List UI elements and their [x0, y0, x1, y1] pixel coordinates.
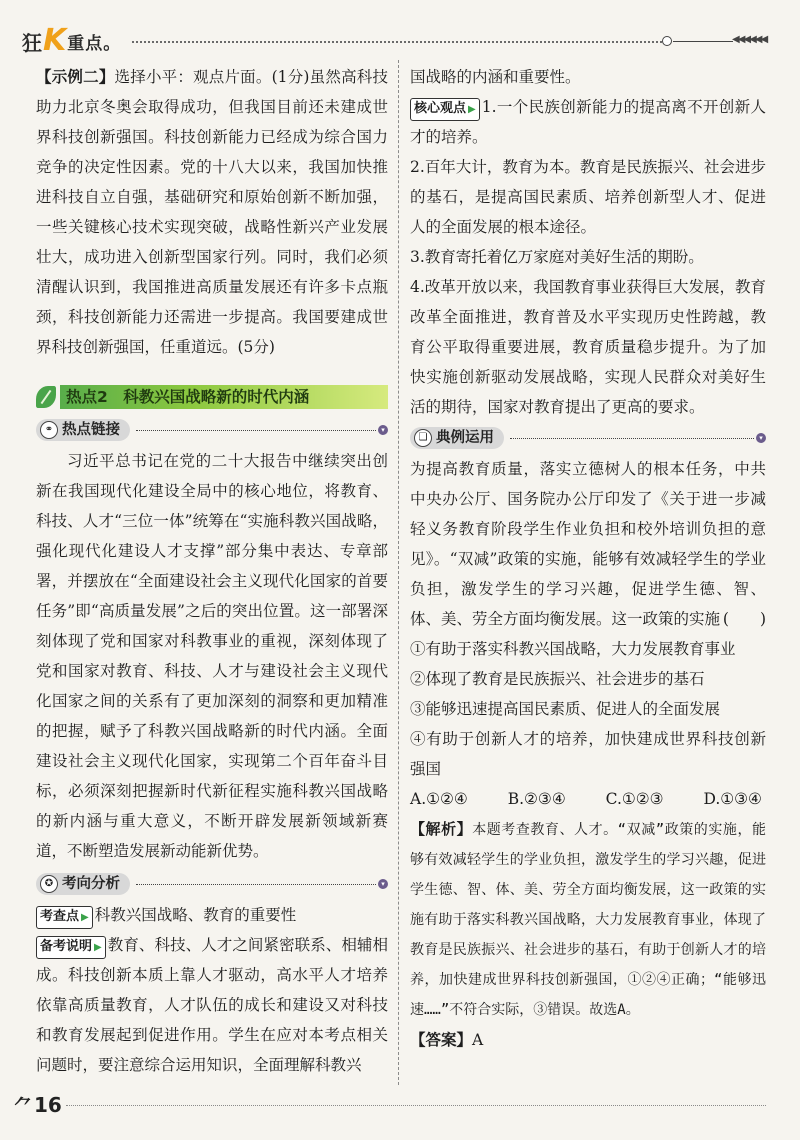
example-two: [36, 62, 388, 362]
header-line: [673, 41, 733, 42]
options-row: [410, 784, 766, 814]
exam-point-text: 科教兴国战略、教育的重要性: [94, 906, 297, 924]
core-item: 2.百年大计，教育为本。教育是民族振兴、社会进步的基石，是提高国民素质、培养创新型人才、促进人的全面发展的根本途径。: [410, 158, 766, 236]
left-column: [36, 62, 388, 1080]
exam-point-tag: 考查点 ▶: [36, 906, 93, 929]
brand-char-2: 重点。: [67, 33, 122, 54]
section-pill: [410, 427, 504, 449]
leaf-icon: [36, 386, 56, 408]
core-view-tag: 核心观点 ▶: [410, 98, 480, 121]
section-header-link: [36, 418, 388, 442]
chevron-down-icon: ▾: [378, 879, 388, 889]
hotpoint-title: 热点2 科教兴国战略新的时代内涵: [60, 385, 388, 409]
analysis-text: 本题考查教育、人才。“双减”政策的实施，能够有效减轻学生的学业负担，激发学生的学习兴趣，促进学生德、智、体、美、劳全方面均衡发展，这一政策的实施有助于落实科教兴国战略，大力发展教育事业，体现了教育是民族振兴、社会进步的基石，有助于创新人才的培养，加快建成世界科技创新强国，①②④正确；“能够迅速……”不符合实际，③错误。故选A。: [410, 822, 766, 1018]
section-header-analysis: [36, 872, 388, 896]
section-title: 典例运用: [436, 430, 494, 446]
right-column: [410, 62, 766, 1055]
brand-logo: [22, 23, 122, 58]
answer: [410, 1025, 766, 1055]
continuation-text: 国战略的内涵和重要性。: [410, 68, 581, 86]
option-b: B.②③④: [507, 790, 566, 808]
answer-label: 【答案】: [410, 1030, 473, 1049]
core-item: 3.教育寄托着亿万家庭对美好生活的期盼。: [410, 248, 704, 266]
option-d: D.①③④: [703, 790, 762, 808]
answer-blank: ( ): [722, 610, 766, 628]
section-rule: [136, 430, 376, 431]
question-stem: [410, 454, 766, 634]
header-circle-icon: [662, 36, 672, 46]
chevron-down-icon: ▾: [378, 425, 388, 435]
section-pill: [36, 873, 130, 895]
page-footer: [14, 1090, 62, 1120]
brand-char-1: 狂: [22, 30, 42, 55]
statement: ④有助于创新人才的培养，加快建成世界科技创新强国: [410, 730, 766, 778]
option-a: A.①②④: [410, 790, 468, 808]
header-dotted-rule: [132, 41, 662, 43]
section-title: 考向分析: [62, 876, 120, 892]
chevron-down-icon: ▾: [756, 433, 766, 443]
example-text: 选择小平：观点片面。(1分)虽然高科技助力北京冬奥会取得成功，但我国目前还未建成世界科技创新强国。科技创新能力已经成为综合国力竞争的决定性因素。党的十八大以来，我国加快推进科技自立自强，基础研究和原始创新不断加强，一些关键核心技术实现突破，战略性新兴产业发展壮大，成功进入创新型国家行列。同时，我们必须清醒认识到，我国推进高质量发展还有许多卡点瓶颈，科技创新能力还需进一步提高。我国要建成世界科技创新强国，任重道远。(5分): [36, 68, 388, 356]
core-view-1: [410, 92, 766, 152]
header-arrows-icon: ◀◀◀◀◀◀: [732, 34, 767, 45]
prep-text: 教育、科技、人才之间紧密联系、相辅相成。科技创新本质上靠人才驱动，高水平人才培养依靠高质量教育，人才队伍的成长和建设又对科技和教育发展起到促进作用。学生在应对本考点相关问题时，要注意综合运用知识，全面理解科教兴: [36, 936, 388, 1074]
page-mark-icon: ⺈: [14, 1096, 32, 1117]
section-title: 热点链接: [62, 422, 120, 438]
statement: ②体现了教育是民族振兴、社会进步的基石: [410, 670, 705, 688]
statement: ①有助于落实科教兴国战略，大力发展教育事业: [410, 640, 736, 658]
book-icon: ❏: [414, 429, 432, 447]
option-c: C.①②③: [605, 790, 664, 808]
statement: ③能够迅速提高国民素质、促进人的全面发展: [410, 700, 721, 718]
section-rule: [510, 438, 754, 439]
analysis-label: 【解析】: [410, 820, 473, 838]
analysis: [410, 814, 766, 1025]
example-label: 【示例二】: [36, 67, 115, 86]
section-rule: [136, 884, 376, 885]
section-header-example: [410, 426, 766, 450]
core-item: 1.一个民族创新能力的提高离不开创新人才的培养。: [410, 98, 766, 146]
exam-point: [36, 900, 388, 930]
column-divider: [398, 60, 399, 1085]
brand-k: K: [43, 23, 67, 58]
link-paragraph: 习近平总书记在党的二十大报告中继续突出创新在我国现代化建设全局中的核心地位，将教育、科技、人才“三位一体”统筹在“实施科教兴国战略，强化现代化建设人才支撑”部分集中表达、专章部署，并摆放在“全面建设社会主义现代化国家的首要任务”即“高质量发展”之后的突出位置。这一部署深刻体现了党和国家对科教事业的重视，深刻体现了党和国家对教育、科技、人才与建设社会主义现代化国家之间的关系有了更加深刻的洞察和更加精准的把握，赋予了科教兴国战略新的时代内涵。全面建设社会主义现代化国家，实现第二个百年奋斗目标，必须深刻把握新时代新征程实施科教兴国战略的新内涵与重大意义，不断开辟发展新领域新赛道，不断塑造发展新动能新优势。: [36, 452, 388, 860]
footer-dotted-rule: [66, 1105, 766, 1106]
question-text: 为提高教育质量，落实立德树人的根本任务，中共中央办公厅、国务院办公厅印发了《关于进一步减轻义务教育阶段学生作业负担和校外培训负担的意见》。“双减”政策的实施，能够有效减轻学生的学业负担，激发学生的学习兴趣，促进学生德、智、体、美、劳全方面均衡发展。这一政策的实施: [410, 460, 766, 628]
page-number: 16: [34, 1093, 62, 1117]
link-icon: ⚭: [40, 421, 58, 439]
compass-icon: ✪: [40, 875, 58, 893]
section-pill: [36, 419, 130, 441]
core-item: 4.改革开放以来，我国教育事业获得巨大发展，教育改革全面推进，教育普及水平实现历史性跨越，教育公平取得重要进展，教育质量稳步提升。为了加快实施创新驱动发展战略，实现人民群众对美好生活的期待，国家对教育提出了更高的要求。: [410, 278, 766, 416]
hotpoint-banner: [36, 384, 388, 410]
prep-note: [36, 930, 388, 1080]
prep-tag: 备考说明 ▶: [36, 936, 106, 959]
answer-value: A: [472, 1031, 484, 1049]
